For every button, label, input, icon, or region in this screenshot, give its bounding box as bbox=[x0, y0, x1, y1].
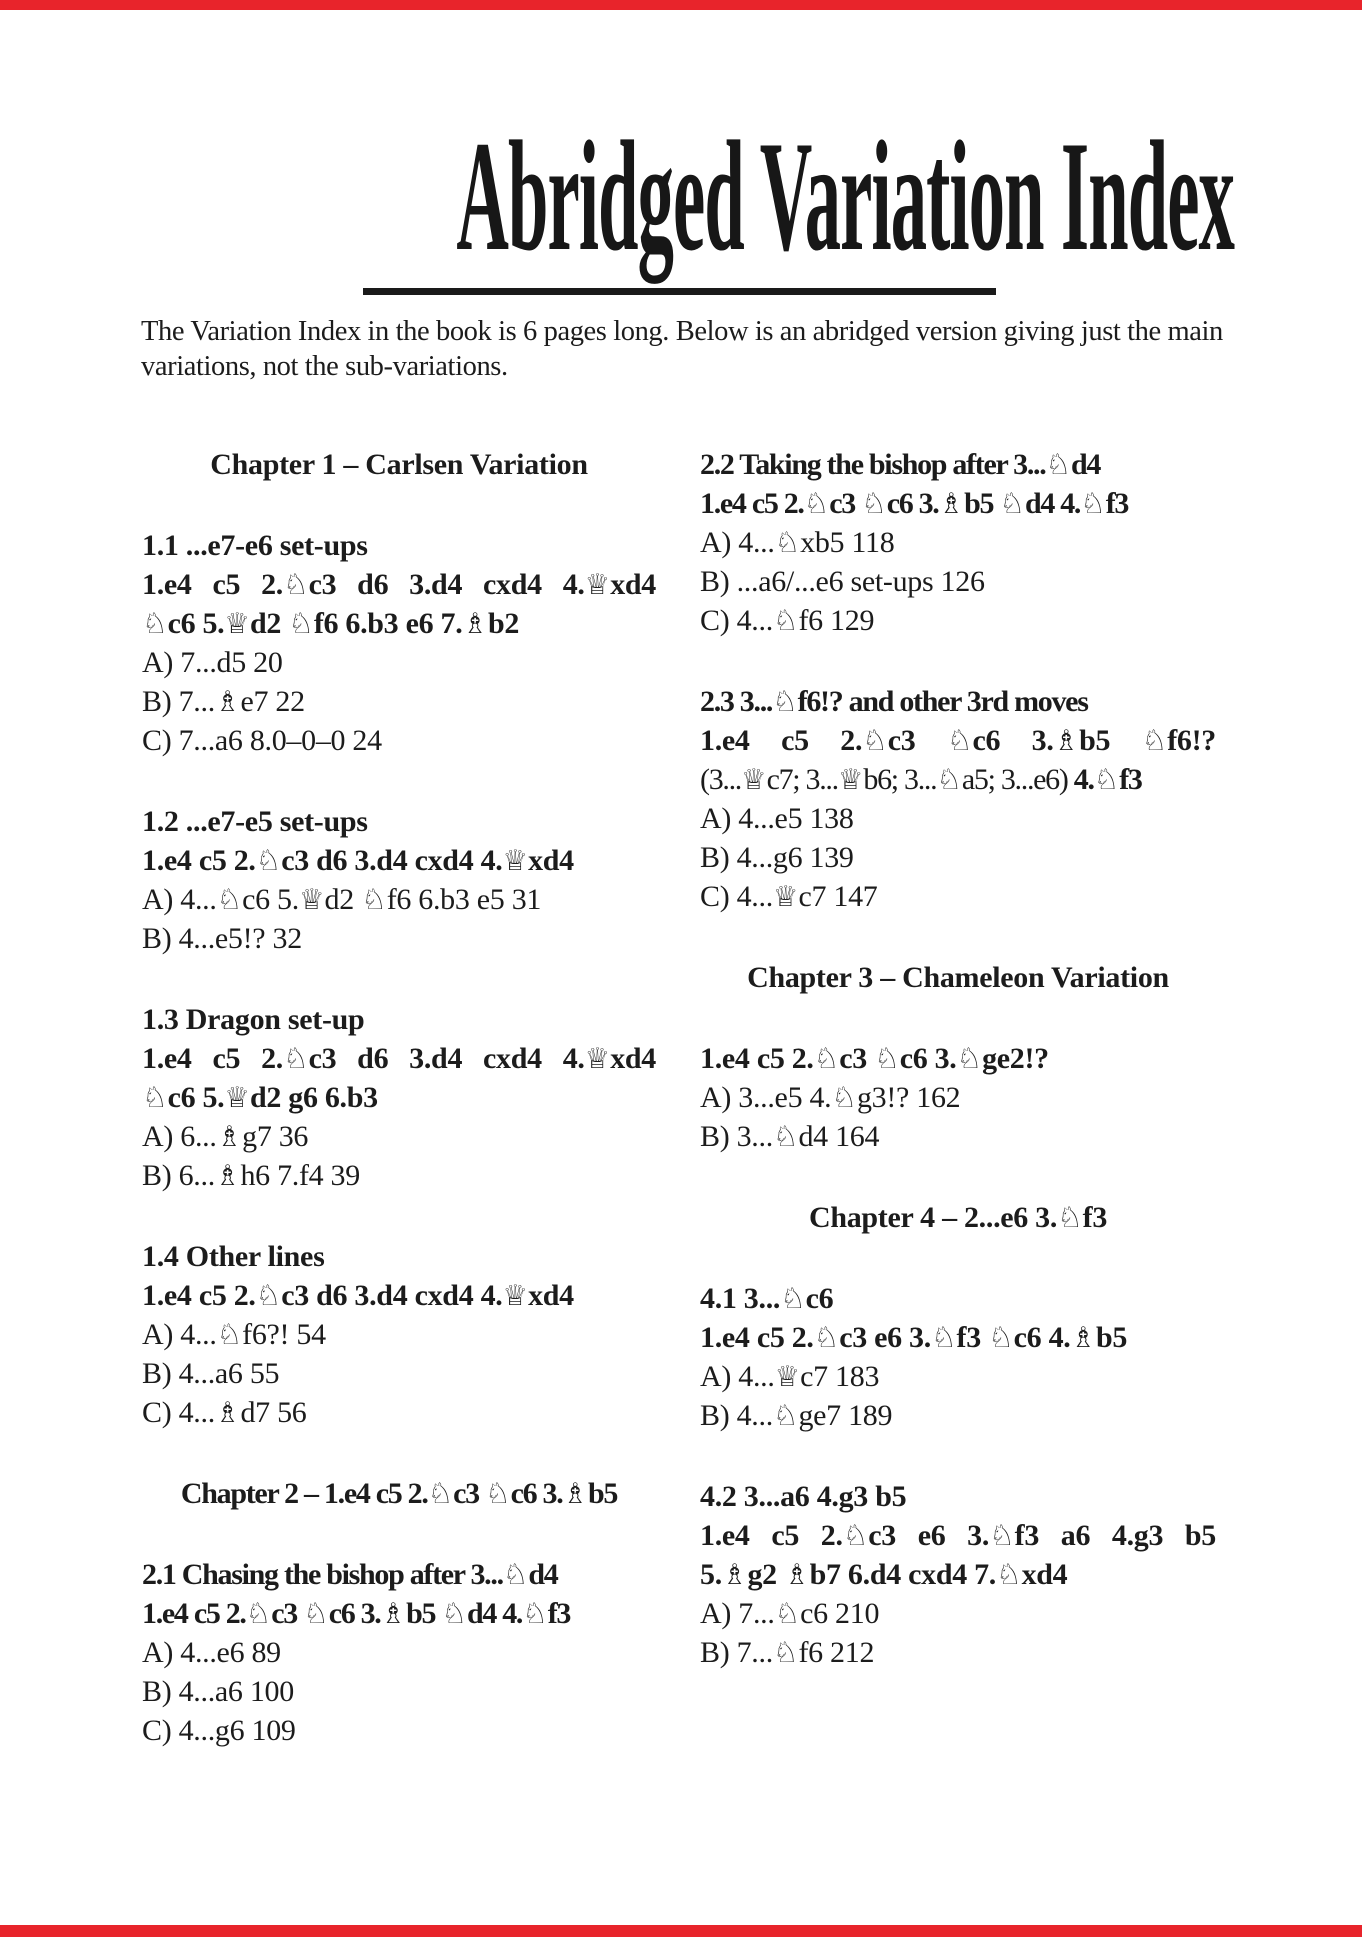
index-line: 1.e4 c5 2.♘c3 d6 3.d4 cxd4 4.♕xd4 bbox=[142, 568, 656, 601]
index-line: A) 3...e5 4.♘g3!? 162 bbox=[700, 1081, 961, 1114]
index-line: A) 6...♗g7 36 bbox=[142, 1120, 309, 1153]
bishop-figurine-icon: ♗ bbox=[462, 607, 488, 640]
index-block bbox=[700, 1477, 1216, 1672]
index-block bbox=[700, 1039, 1216, 1156]
queen-figurine-icon: ♕ bbox=[224, 607, 250, 640]
index-line: B) 4...e5!? 32 bbox=[142, 922, 302, 955]
index-line: 4.1 3...♘c6 bbox=[700, 1282, 834, 1315]
bishop-figurine-icon: ♗ bbox=[380, 1597, 407, 1630]
right-column bbox=[700, 445, 1216, 1672]
index-line: 4.2 3...a6 4.g3 b5 bbox=[700, 1480, 907, 1513]
knight-figurine-icon: ♘ bbox=[255, 844, 282, 877]
intro-line-2: variations, not the sub-variations. bbox=[141, 351, 508, 382]
index-line: 1.e4 c5 2.♘c3 e6 3.♘f3 ♘c6 4.♗b5 bbox=[700, 1321, 1128, 1354]
index-block bbox=[142, 445, 656, 484]
bottom-red-bar bbox=[0, 1925, 1362, 1937]
index-line: A) 4...♘xb5 118 bbox=[700, 526, 895, 559]
intro-paragraph bbox=[141, 314, 1241, 384]
index-line: 1.4 Other lines bbox=[142, 1240, 325, 1273]
knight-figurine-icon: ♘ bbox=[216, 883, 243, 916]
knight-figurine-icon: ♘ bbox=[245, 1597, 272, 1630]
knight-figurine-icon: ♘ bbox=[861, 487, 887, 520]
page-title-text: Abridged Variation Index bbox=[456, 109, 1234, 284]
bishop-figurine-icon: ♗ bbox=[1070, 1321, 1097, 1354]
queen-figurine-icon: ♕ bbox=[741, 763, 767, 796]
knight-figurine-icon: ♘ bbox=[772, 604, 799, 637]
knight-figurine-icon: ♘ bbox=[283, 1042, 309, 1075]
index-line: 2.3 3...♘f6!? and other 3rd moves bbox=[700, 685, 1088, 718]
index-line: A) 4...e6 89 bbox=[142, 1636, 281, 1669]
queen-figurine-icon: ♕ bbox=[502, 1279, 529, 1312]
index-line: 1.e4 c5 2.♘c3 ♘c6 3.♗b5 ♘f6!? bbox=[700, 724, 1216, 757]
queen-figurine-icon: ♕ bbox=[772, 880, 799, 913]
knight-figurine-icon: ♘ bbox=[774, 1597, 801, 1630]
knight-figurine-icon: ♘ bbox=[813, 1321, 840, 1354]
knight-figurine-icon: ♘ bbox=[996, 1558, 1022, 1591]
knight-figurine-icon: ♘ bbox=[842, 1519, 869, 1552]
index-block bbox=[142, 526, 656, 760]
index-line: A) 4...♘f6?! 54 bbox=[142, 1318, 326, 1351]
bishop-figurine-icon: ♗ bbox=[216, 1120, 243, 1153]
bishop-figurine-icon: ♗ bbox=[721, 1558, 748, 1591]
knight-figurine-icon: ♘ bbox=[1141, 724, 1168, 757]
intro-line-1: The Variation Index in the book is 6 pages long. Below is an abridged version giving just the main bbox=[141, 316, 1223, 347]
index-block bbox=[142, 1237, 656, 1432]
index-line: A) 4...♕c7 183 bbox=[700, 1360, 880, 1393]
chapter-heading: Chapter 1 – Carlsen Variation bbox=[210, 448, 588, 481]
bishop-figurine-icon: ♗ bbox=[1053, 724, 1080, 757]
index-line: A) 4...♘c6 5.♕d2 ♘f6 6.b3 e5 31 bbox=[142, 883, 542, 916]
bishop-figurine-icon: ♗ bbox=[938, 487, 965, 520]
bishop-figurine-icon: ♗ bbox=[214, 685, 241, 718]
knight-figurine-icon: ♘ bbox=[936, 763, 962, 796]
index-line: 1.e4 c5 2.♘c3 d6 3.d4 cxd4 4.♕xd4 bbox=[142, 1042, 656, 1075]
knight-figurine-icon: ♘ bbox=[874, 1042, 900, 1075]
index-line: 1.3 Dragon set-up bbox=[142, 1003, 365, 1036]
index-line: (3...♕c7; 3...♕b6; 3...♘a5; 3...e6) 4.♘f3 bbox=[700, 763, 1142, 796]
knight-figurine-icon: ♘ bbox=[946, 724, 973, 757]
knight-figurine-icon: ♘ bbox=[988, 1321, 1014, 1354]
index-line: B) ...a6/...e6 set-ups 126 bbox=[700, 565, 985, 598]
index-line: 1.2 ...e7-e5 set-ups bbox=[142, 805, 368, 838]
index-line: 2.1 Chasing the bishop after 3...♘d4 bbox=[142, 1558, 558, 1591]
queen-figurine-icon: ♕ bbox=[774, 1360, 801, 1393]
index-line: B) 4...♘ge7 189 bbox=[700, 1399, 893, 1432]
index-line: B) 6...♗h6 7.f4 39 bbox=[142, 1159, 360, 1192]
queen-figurine-icon: ♕ bbox=[584, 1042, 611, 1075]
knight-figurine-icon: ♘ bbox=[1045, 448, 1072, 481]
knight-figurine-icon: ♘ bbox=[772, 685, 798, 718]
knight-figurine-icon: ♘ bbox=[772, 1120, 799, 1153]
index-line: B) 7...♘f6 212 bbox=[700, 1636, 875, 1669]
knight-figurine-icon: ♘ bbox=[441, 1597, 467, 1630]
index-line: ♘c6 5.♕d2 ♘f6 6.b3 e6 7.♗b2 bbox=[142, 607, 520, 640]
top-red-bar bbox=[0, 0, 1362, 10]
knight-figurine-icon: ♘ bbox=[216, 1318, 243, 1351]
knight-figurine-icon: ♘ bbox=[283, 568, 309, 601]
queen-figurine-icon: ♕ bbox=[224, 1081, 250, 1114]
index-line: 1.e4 c5 2.♘c3 e6 3.♘f3 a6 4.g3 b5 bbox=[700, 1519, 1216, 1552]
index-line: 1.e4 c5 2.♘c3 d6 3.d4 cxd4 4.♕xd4 bbox=[142, 1279, 574, 1312]
title-rule bbox=[363, 288, 996, 295]
queen-figurine-icon: ♕ bbox=[584, 568, 611, 601]
knight-figurine-icon: ♘ bbox=[862, 724, 888, 757]
knight-figurine-icon: ♘ bbox=[361, 883, 387, 916]
index-line: B) 3...♘d4 164 bbox=[700, 1120, 880, 1153]
bishop-figurine-icon: ♗ bbox=[214, 1396, 241, 1429]
index-line: C) 4...♘f6 129 bbox=[700, 604, 875, 637]
index-line: 1.1 ...e7-e6 set-ups bbox=[142, 529, 368, 562]
index-line: B) 4...a6 100 bbox=[142, 1675, 294, 1708]
index-line: B) 4...a6 55 bbox=[142, 1357, 280, 1390]
index-line: A) 4...e5 138 bbox=[700, 802, 854, 835]
knight-figurine-icon: ♘ bbox=[813, 1042, 840, 1075]
index-block bbox=[700, 682, 1216, 916]
index-block bbox=[700, 1198, 1216, 1237]
knight-figurine-icon: ♘ bbox=[930, 1321, 957, 1354]
chapter-heading: Chapter 3 – Chameleon Variation bbox=[747, 961, 1169, 994]
knight-figurine-icon: ♘ bbox=[255, 1279, 282, 1312]
index-line: C) 4...♕c7 147 bbox=[700, 880, 878, 913]
knight-figurine-icon: ♘ bbox=[831, 1081, 857, 1114]
knight-figurine-icon: ♘ bbox=[772, 1636, 799, 1669]
index-line: 1.e4 c5 2.♘c3 d6 3.d4 cxd4 4.♕xd4 bbox=[142, 844, 574, 877]
left-column bbox=[142, 445, 656, 1750]
page-title bbox=[0, 109, 1362, 284]
index-line: B) 4...g6 139 bbox=[700, 841, 854, 874]
knight-figurine-icon: ♘ bbox=[288, 607, 314, 640]
index-line: B) 7...♗e7 22 bbox=[142, 685, 305, 718]
bishop-figurine-icon: ♗ bbox=[784, 1558, 810, 1591]
knight-figurine-icon: ♘ bbox=[774, 526, 801, 559]
index-line: 5.♗g2 ♗b7 6.d4 cxd4 7.♘xd4 bbox=[700, 1558, 1068, 1591]
bishop-figurine-icon: ♗ bbox=[562, 1477, 588, 1510]
knight-figurine-icon: ♘ bbox=[956, 1042, 983, 1075]
knight-figurine-icon: ♘ bbox=[1057, 1201, 1083, 1234]
knight-figurine-icon: ♘ bbox=[803, 487, 830, 520]
knight-figurine-icon: ♘ bbox=[772, 1399, 799, 1432]
knight-figurine-icon: ♘ bbox=[1080, 487, 1106, 520]
knight-figurine-icon: ♘ bbox=[522, 1597, 548, 1630]
knight-figurine-icon: ♘ bbox=[485, 1477, 511, 1510]
index-block bbox=[142, 1555, 656, 1750]
index-line: 1.e4 c5 2.♘c3 ♘c6 3.♗b5 ♘d4 4.♘f3 bbox=[142, 1597, 571, 1630]
knight-figurine-icon: ♘ bbox=[780, 1282, 806, 1315]
index-line: A) 7...d5 20 bbox=[142, 646, 283, 679]
knight-figurine-icon: ♘ bbox=[142, 607, 168, 640]
chapter-heading: Chapter 4 – 2...e6 3.♘f3 bbox=[808, 1201, 1108, 1234]
knight-figurine-icon: ♘ bbox=[1093, 763, 1120, 796]
index-line: C) 7...a6 8.0–0–0 24 bbox=[142, 724, 382, 757]
index-block bbox=[142, 1474, 656, 1513]
index-line: C) 4...g6 109 bbox=[142, 1714, 296, 1747]
index-block bbox=[700, 958, 1216, 997]
index-line: 2.2 Taking the bishop after 3...♘d4 bbox=[700, 448, 1101, 481]
knight-figurine-icon: ♘ bbox=[502, 1558, 529, 1591]
index-block bbox=[700, 445, 1216, 640]
knight-figurine-icon: ♘ bbox=[999, 487, 1025, 520]
index-line: 1.e4 c5 2.♘c3 ♘c6 3.♗b5 ♘d4 4.♘f3 bbox=[700, 487, 1129, 520]
index-block bbox=[700, 1279, 1216, 1435]
index-line: 1.e4 c5 2.♘c3 ♘c6 3.♘ge2!? bbox=[700, 1042, 1049, 1075]
bishop-figurine-icon: ♗ bbox=[214, 1159, 241, 1192]
index-block bbox=[142, 1000, 656, 1195]
knight-figurine-icon: ♘ bbox=[303, 1597, 329, 1630]
queen-figurine-icon: ♕ bbox=[837, 763, 864, 796]
index-line: A) 7...♘c6 210 bbox=[700, 1597, 880, 1630]
queen-figurine-icon: ♕ bbox=[502, 844, 529, 877]
bold-move-text: 4.♘f3 bbox=[1073, 763, 1142, 796]
index-line: C) 4...♗d7 56 bbox=[142, 1396, 307, 1429]
chapter-heading: Chapter 2 – 1.e4 c5 2.♘c3 ♘c6 3.♗b5 bbox=[180, 1477, 618, 1510]
queen-figurine-icon: ♕ bbox=[298, 883, 325, 916]
knight-figurine-icon: ♘ bbox=[989, 1519, 1015, 1552]
index-block bbox=[142, 802, 656, 958]
knight-figurine-icon: ♘ bbox=[427, 1477, 454, 1510]
knight-figurine-icon: ♘ bbox=[142, 1081, 168, 1114]
index-line: ♘c6 5.♕d2 g6 6.b3 bbox=[142, 1081, 378, 1114]
